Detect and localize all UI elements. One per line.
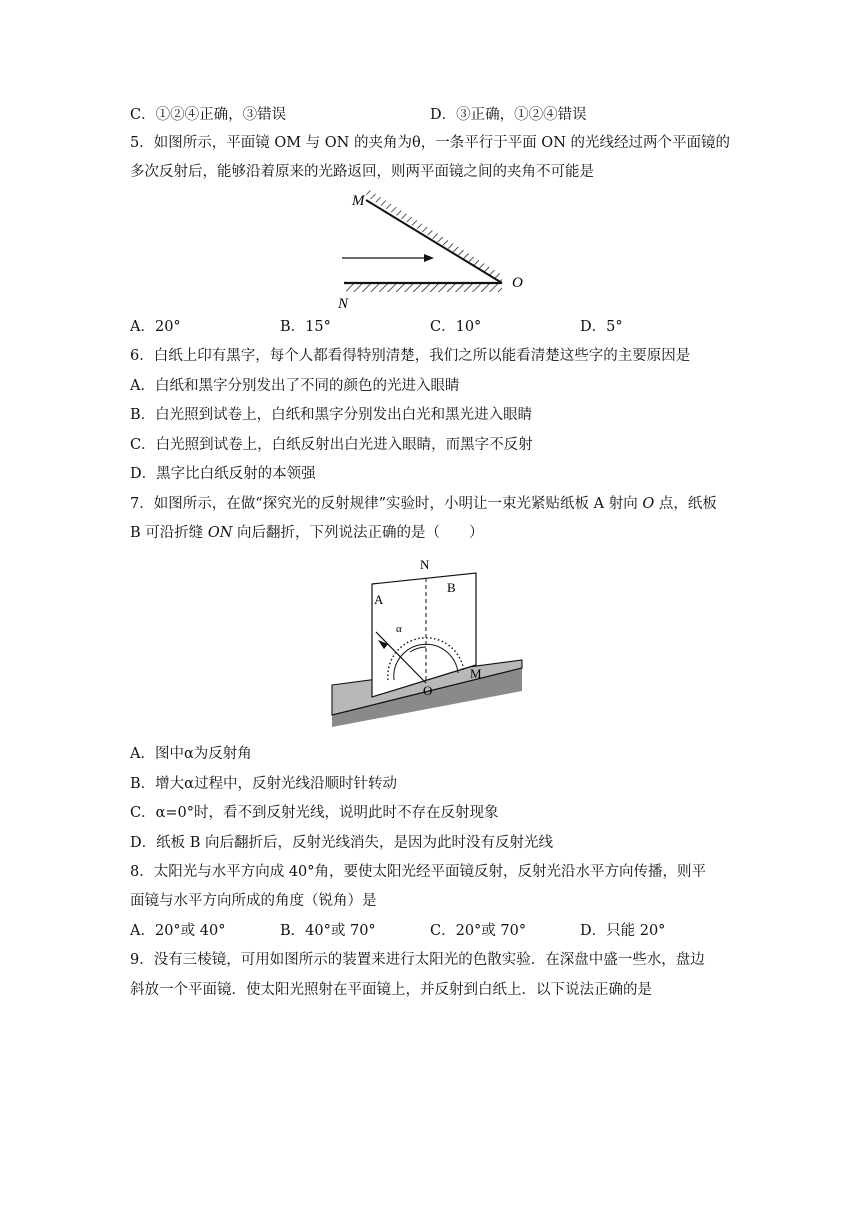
label-b: B (447, 580, 456, 595)
ray-arrow-icon (424, 254, 434, 262)
q6-option-b: B．白光照到试卷上，白纸和黑字分别发出白光和黑光进入眼睛 (130, 407, 533, 423)
label-a: A (374, 592, 384, 607)
q5-option-b: B．15° (280, 319, 331, 335)
q8-stem-line2: 面镜与水平方向所成的角度（锐角）是 (130, 893, 377, 909)
q8-option-b: B．40°或 70° (280, 923, 376, 939)
label-m: M (470, 666, 482, 681)
q6-stem: 6．白纸上印有黑字，每个人都看得特别清楚，我们之所以能看清楚这些字的主要原因是 (130, 348, 691, 364)
q7-fold-on: ON (207, 525, 233, 541)
q6-option-a: A．白纸和黑字分别发出了不同的颜色的光进入眼睛 (130, 378, 460, 394)
q8-option-d: D．只能 20° (580, 923, 666, 939)
label-m: M (352, 193, 365, 209)
q7-option-b: B．增大α过程中，反射光线沿顺时针转动 (130, 776, 397, 792)
q7-stem-line1 (130, 494, 717, 514)
q7-stem-text-a: 7．如图所示，在做“探究光的反射规律”实验时，小明让一束光紧贴纸板 A 射向 (130, 496, 643, 512)
q5-stem-line1: 5．如图所示，平面镜 OM 与 ON 的夹角为θ，一条平行于平面 ON 的光线经过两个平面镜的 (130, 135, 730, 151)
q7-option-d: D．纸板 B 向后翻折后，反射光线消失，是因为此时没有反射光线 (130, 835, 553, 851)
q9-stem-line1: 9．没有三棱镜，可用如图所示的装置来进行太阳光的色散实验．在深盘中盛一些水，盘边 (130, 952, 705, 968)
q8-option-c: C．20°或 70° (430, 923, 527, 939)
label-n: N (338, 296, 349, 312)
q5-option-c: C．10° (430, 319, 482, 335)
q7-stem-text-d: 向后翻折，下列说法正确的是（ ） (232, 525, 484, 541)
label-o: O (423, 683, 433, 698)
q7-option-c: C．α=0°时，看不到反射光线，说明此时不存在反射现象 (130, 805, 499, 821)
q4-option-c: C．①②④正确，③错误 (130, 107, 287, 123)
q7-point-o: O (642, 496, 655, 512)
q5-option-d: D．5° (580, 319, 623, 335)
q8-stem-line1: 8．太阳光与水平方向成 40°角，要使太阳光经平面镜反射，反射光沿水平方向传播，则平 (130, 864, 707, 880)
q7-reflection-apparatus-figure (326, 552, 526, 732)
q4-option-d: D．③正确，①②④错误 (430, 107, 587, 123)
q7-option-a: A．图中α为反射角 (130, 746, 252, 762)
q5-option-a: A．20° (130, 319, 181, 335)
q9-stem-line2: 斜放一个平面镜．使太阳光照射在平面镜上，并反射到白纸上．以下说法正确的是 (130, 982, 652, 998)
q5-stem-line2: 多次反射后，能够沿着原来的光路返回，则两平面镜之间的夹角不可能是 (130, 164, 594, 180)
label-o: O (512, 275, 523, 291)
label-alpha: α (396, 623, 402, 635)
q6-option-c: C．白光照到试卷上，白纸反射出白光进入眼睛，而黑字不反射 (130, 437, 533, 453)
q8-option-a: A．20°或 40° (130, 923, 226, 939)
q7-stem-text-c: B 可沿折缝 (130, 525, 208, 541)
q5-mirror-figure (330, 188, 540, 313)
q6-option-d: D．黑字比白纸反射的本领强 (130, 466, 316, 482)
label-n: N (420, 557, 430, 572)
q7-stem-text-b: 点，纸板 (654, 496, 717, 512)
q7-stem-line2 (130, 523, 484, 543)
mirror-om (366, 200, 502, 283)
